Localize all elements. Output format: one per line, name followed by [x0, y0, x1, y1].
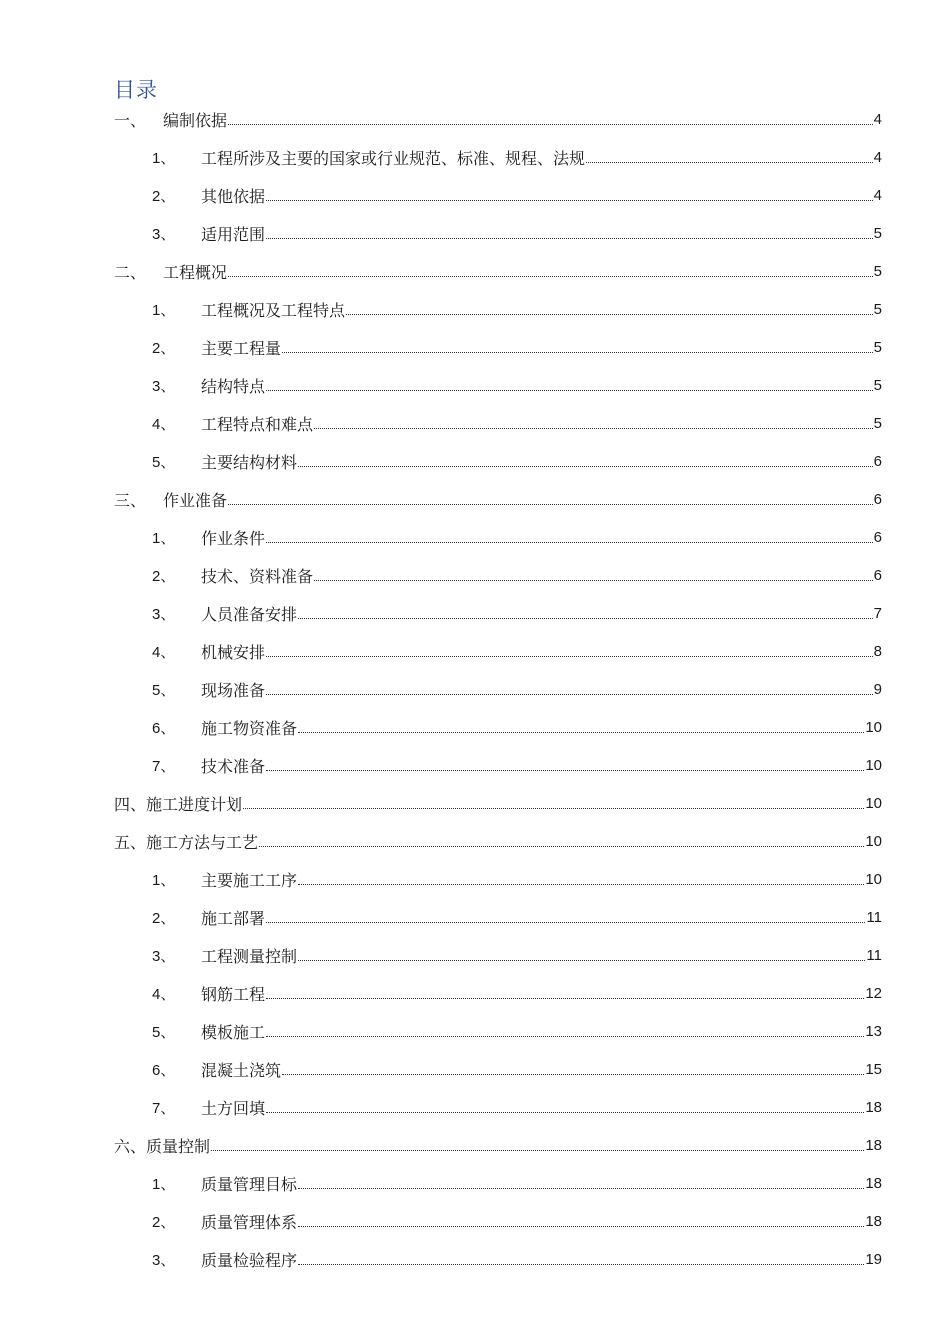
toc-entry-section[interactable]	[114, 100, 882, 138]
toc-entry-subsection[interactable]	[114, 974, 882, 1012]
toc-entry-page-number: 5	[873, 300, 882, 318]
toc-entry-page-number: 10	[865, 870, 882, 888]
toc-entry-label: 施工进度计划	[146, 794, 243, 814]
toc-entry-label: 施工方法与工艺	[146, 832, 259, 852]
toc-entry-label: 工程测量控制	[201, 946, 298, 966]
dot-leader	[298, 883, 864, 885]
toc-entry-label: 质量控制	[146, 1136, 211, 1156]
dot-leader	[298, 959, 865, 961]
toc-entry-subsection[interactable]	[114, 898, 882, 936]
toc-entry-page-number: 18	[865, 1212, 882, 1230]
toc-entry-page-number: 4	[873, 148, 882, 166]
toc-entry-page-number: 6	[873, 566, 882, 584]
dot-leader	[243, 807, 864, 809]
toc-entry-subsection[interactable]	[114, 518, 882, 556]
toc-entry-subsection[interactable]	[114, 1202, 882, 1240]
toc-entry-label: 作业条件	[201, 528, 266, 548]
toc-entry-label: 混凝土浇筑	[201, 1060, 282, 1080]
toc-entry-label: 结构特点	[201, 376, 266, 396]
toc-entry-page-number: 5	[873, 338, 882, 356]
toc-entry-number: 6、	[152, 719, 176, 737]
toc-entry-number: 2、	[152, 567, 176, 585]
toc-entry-subsection[interactable]	[114, 1050, 882, 1088]
toc-entry-page-number: 5	[873, 414, 882, 432]
toc-entry-label: 适用范围	[201, 224, 266, 244]
toc-entry-page-number: 18	[865, 1174, 882, 1192]
dot-leader	[211, 1149, 864, 1151]
toc-entry-label: 工程所涉及主要的国家或行业规范、标准、规程、法规	[201, 148, 586, 168]
toc-entry-label: 工程概况	[163, 262, 228, 282]
toc-entry-label: 质量管理目标	[201, 1174, 298, 1194]
toc-entry-number: 5、	[152, 1023, 176, 1041]
toc-entry-label: 施工部署	[201, 908, 266, 928]
dot-leader	[259, 845, 864, 847]
dot-leader	[314, 427, 873, 429]
toc-entry-page-number: 8	[873, 642, 882, 660]
toc-entry-page-number: 10	[865, 794, 882, 812]
toc-entry-label: 其他依据	[201, 186, 266, 206]
dot-leader	[266, 237, 873, 239]
toc-entry-label: 工程特点和难点	[201, 414, 314, 434]
toc-entry-page-number: 15	[865, 1060, 882, 1078]
toc-entry-number: 7、	[152, 1099, 176, 1117]
toc-entry-number: 5、	[152, 453, 176, 471]
toc-entry-subsection[interactable]	[114, 632, 882, 670]
dot-leader	[298, 465, 873, 467]
toc-title: 目录	[114, 78, 158, 102]
toc-entry-number: 2、	[152, 909, 176, 927]
toc-entry-subsection[interactable]	[114, 1088, 882, 1126]
toc-entry-subsection[interactable]	[114, 138, 882, 176]
toc-entry-section[interactable]	[114, 252, 882, 290]
toc-entry-page-number: 13	[865, 1022, 882, 1040]
toc-entry-number: 3、	[152, 225, 176, 243]
toc-entry-page-number: 6	[873, 452, 882, 470]
toc-entry-page-number: 10	[865, 718, 882, 736]
toc-entry-subsection[interactable]	[114, 1012, 882, 1050]
toc-entry-subsection[interactable]	[114, 670, 882, 708]
toc-entry-label: 主要结构材料	[201, 452, 298, 472]
toc-entry-subsection[interactable]	[114, 708, 882, 746]
toc-entry-page-number: 10	[865, 832, 882, 850]
toc-entry-number: 1、	[152, 529, 176, 547]
toc-entry-label: 主要工程量	[201, 338, 282, 358]
dot-leader	[266, 1035, 864, 1037]
dot-leader	[266, 921, 865, 923]
toc-entry-number: 4、	[152, 643, 176, 661]
toc-entry-section[interactable]	[114, 480, 882, 518]
dot-leader	[228, 503, 873, 505]
toc-entry-number: 3、	[152, 605, 176, 623]
toc-entry-label: 主要施工工序	[201, 870, 298, 890]
toc-entry-number: 2、	[152, 339, 176, 357]
toc-entry-subsection[interactable]	[114, 860, 882, 898]
toc-entry-label: 技术准备	[201, 756, 266, 776]
toc-entry-subsection[interactable]	[114, 366, 882, 404]
dot-leader	[266, 199, 873, 201]
dot-leader	[314, 579, 873, 581]
dot-leader	[266, 693, 873, 695]
dot-leader	[228, 123, 873, 125]
toc-entry-subsection[interactable]	[114, 214, 882, 252]
toc-entry-number: 三、	[114, 490, 147, 510]
toc-entry-subsection[interactable]	[114, 1240, 882, 1278]
toc-entry-label: 质量检验程序	[201, 1250, 298, 1270]
toc-entry-number: 1、	[152, 871, 176, 889]
toc-entry-subsection[interactable]	[114, 404, 882, 442]
dot-leader	[298, 617, 873, 619]
toc-entry-page-number: 10	[865, 756, 882, 774]
dot-leader	[586, 161, 873, 163]
toc-entry-section[interactable]	[114, 784, 882, 822]
toc-entry-subsection[interactable]	[114, 746, 882, 784]
toc-entry-number: 3、	[152, 1251, 176, 1269]
toc-entry-section[interactable]	[114, 1126, 882, 1164]
dot-leader	[346, 313, 873, 315]
toc-entry-label: 土方回填	[201, 1098, 266, 1118]
toc-entry-label: 模板施工	[201, 1022, 266, 1042]
toc-entry-number: 3、	[152, 947, 176, 965]
toc-entry-page-number: 6	[873, 528, 882, 546]
toc-entry-subsection[interactable]	[114, 594, 882, 632]
toc-entry-page-number: 18	[865, 1098, 882, 1116]
toc-entry-section[interactable]	[114, 822, 882, 860]
dot-leader	[298, 1225, 864, 1227]
dot-leader	[298, 1187, 864, 1189]
toc-entry-subsection[interactable]	[114, 442, 882, 480]
dot-leader	[266, 769, 864, 771]
dot-leader	[282, 1073, 864, 1075]
toc-entry-label: 工程概况及工程特点	[201, 300, 346, 320]
toc-entry-subsection[interactable]	[114, 290, 882, 328]
toc-entry-number: 6、	[152, 1061, 176, 1079]
toc-entry-page-number: 9	[873, 680, 882, 698]
toc-entry-subsection[interactable]	[114, 936, 882, 974]
toc-entry-number: 5、	[152, 681, 176, 699]
toc-entry-number: 3、	[152, 377, 176, 395]
toc-list	[114, 100, 882, 1278]
toc-entry-number: 1、	[152, 1175, 176, 1193]
toc-entry-page-number: 19	[865, 1250, 882, 1268]
toc-entry-subsection[interactable]	[114, 176, 882, 214]
toc-entry-page-number: 18	[865, 1136, 882, 1154]
toc-entry-number: 五、	[114, 832, 147, 852]
toc-entry-label: 作业准备	[163, 490, 228, 510]
toc-entry-page-number: 5	[873, 376, 882, 394]
toc-entry-page-number: 4	[873, 110, 882, 128]
toc-entry-number: 4、	[152, 985, 176, 1003]
toc-entry-number: 2、	[152, 1213, 176, 1231]
toc-entry-page-number: 11	[866, 946, 882, 964]
toc-entry-number: 7、	[152, 757, 176, 775]
toc-entry-number: 六、	[114, 1136, 147, 1156]
toc-entry-page-number: 12	[865, 984, 882, 1002]
toc-entry-label: 技术、资料准备	[201, 566, 314, 586]
toc-entry-label: 编制依据	[163, 110, 228, 130]
toc-entry-page-number: 7	[873, 604, 882, 622]
toc-entry-page-number: 4	[873, 186, 882, 204]
toc-entry-page-number: 6	[873, 490, 882, 508]
dot-leader	[266, 1111, 864, 1113]
dot-leader	[266, 997, 864, 999]
dot-leader	[266, 655, 873, 657]
toc-entry-number: 1、	[152, 301, 176, 319]
dot-leader	[282, 351, 873, 353]
dot-leader	[298, 731, 864, 733]
toc-entry-number: 四、	[114, 794, 147, 814]
toc-entry-number: 2、	[152, 187, 176, 205]
toc-entry-subsection[interactable]	[114, 1164, 882, 1202]
toc-entry-number: 4、	[152, 415, 176, 433]
toc-entry-subsection[interactable]	[114, 328, 882, 366]
toc-entry-label: 施工物资准备	[201, 718, 298, 738]
toc-entry-number: 一、	[114, 110, 147, 130]
dot-leader	[266, 389, 873, 391]
toc-entry-number: 二、	[114, 262, 147, 282]
toc-entry-page-number: 11	[866, 908, 882, 926]
toc-entry-page-number: 5	[873, 224, 882, 242]
dot-leader	[228, 275, 873, 277]
toc-entry-label: 现场准备	[201, 680, 266, 700]
dot-leader	[266, 541, 873, 543]
toc-entry-number: 1、	[152, 149, 176, 167]
toc-entry-page-number: 5	[873, 262, 882, 280]
toc-entry-subsection[interactable]	[114, 556, 882, 594]
toc-entry-label: 质量管理体系	[201, 1212, 298, 1232]
dot-leader	[298, 1263, 864, 1265]
toc-entry-label: 机械安排	[201, 642, 266, 662]
toc-entry-label: 钢筋工程	[201, 984, 266, 1004]
toc-entry-label: 人员准备安排	[201, 604, 298, 624]
